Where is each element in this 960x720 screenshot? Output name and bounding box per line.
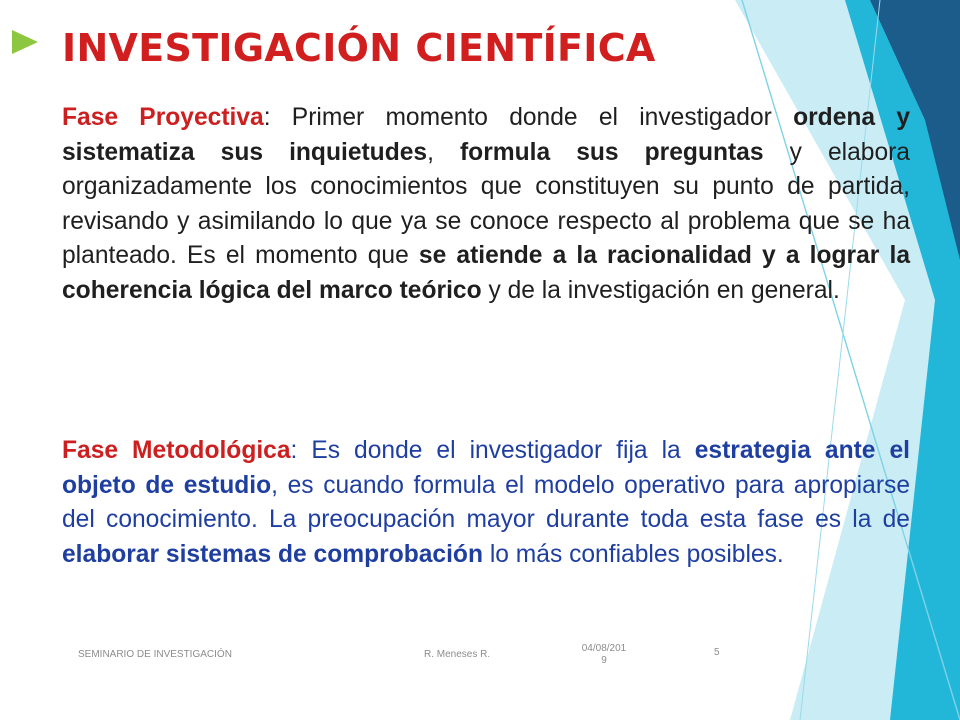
p2-text-2: , es cuando formula el modelo operativo para apropiarse del conocimiento. La preocupación mayor durante toda esta fase es la de bbox=[62, 471, 910, 534]
paragraph-fase-metodologica bbox=[62, 434, 910, 572]
footer-course-name: SEMINARIO DE INVESTIGACIÓN bbox=[78, 649, 232, 660]
slide-title bbox=[62, 26, 656, 70]
p1-text-1: : Primer momento donde el investigador bbox=[263, 104, 794, 131]
footer-author: R. Meneses R. bbox=[424, 649, 491, 660]
p1-bold-3: se atiende a la racionalidad y a lograr la coherencia lógica del marco teórico bbox=[62, 242, 910, 304]
p2-text-3: lo más confiables posibles. bbox=[482, 540, 784, 568]
title-word-1: INVESTIGACIÓN bbox=[62, 26, 402, 70]
p1-bold-2: formula sus preguntas bbox=[459, 138, 764, 166]
footer-date: 04/08/2019 bbox=[581, 643, 627, 666]
title-word-2: CIENTÍFICA bbox=[415, 26, 656, 70]
term-fase-proyectiva: Fase Proyectiva bbox=[62, 104, 264, 131]
green-arrow-marker bbox=[12, 30, 38, 54]
p2-text-1: : Es donde el investigador fija la bbox=[290, 437, 695, 464]
p1-text-2: , bbox=[427, 138, 460, 166]
paragraph-fase-proyectiva bbox=[62, 101, 910, 309]
p1-text-3: y elabora organizadamente los conocimientos que constituyen su punto de partida, revisando y asimilando lo que ya se conoce respecto al problema que se ha planteado. Es el momento que bbox=[62, 138, 910, 270]
p1-bold-1: ordena y sistematiza sus inquietudes bbox=[62, 104, 910, 166]
p2-bold-1: estrategia ante el objeto de estudio bbox=[62, 437, 910, 499]
p2-bold-2: elaborar sistemas de comprobación bbox=[62, 540, 483, 568]
footer-page-number: 5 bbox=[714, 647, 720, 658]
p1-text-4: y de la investigación en general. bbox=[481, 276, 840, 304]
term-fase-metodologica: Fase Metodológica bbox=[62, 437, 291, 464]
